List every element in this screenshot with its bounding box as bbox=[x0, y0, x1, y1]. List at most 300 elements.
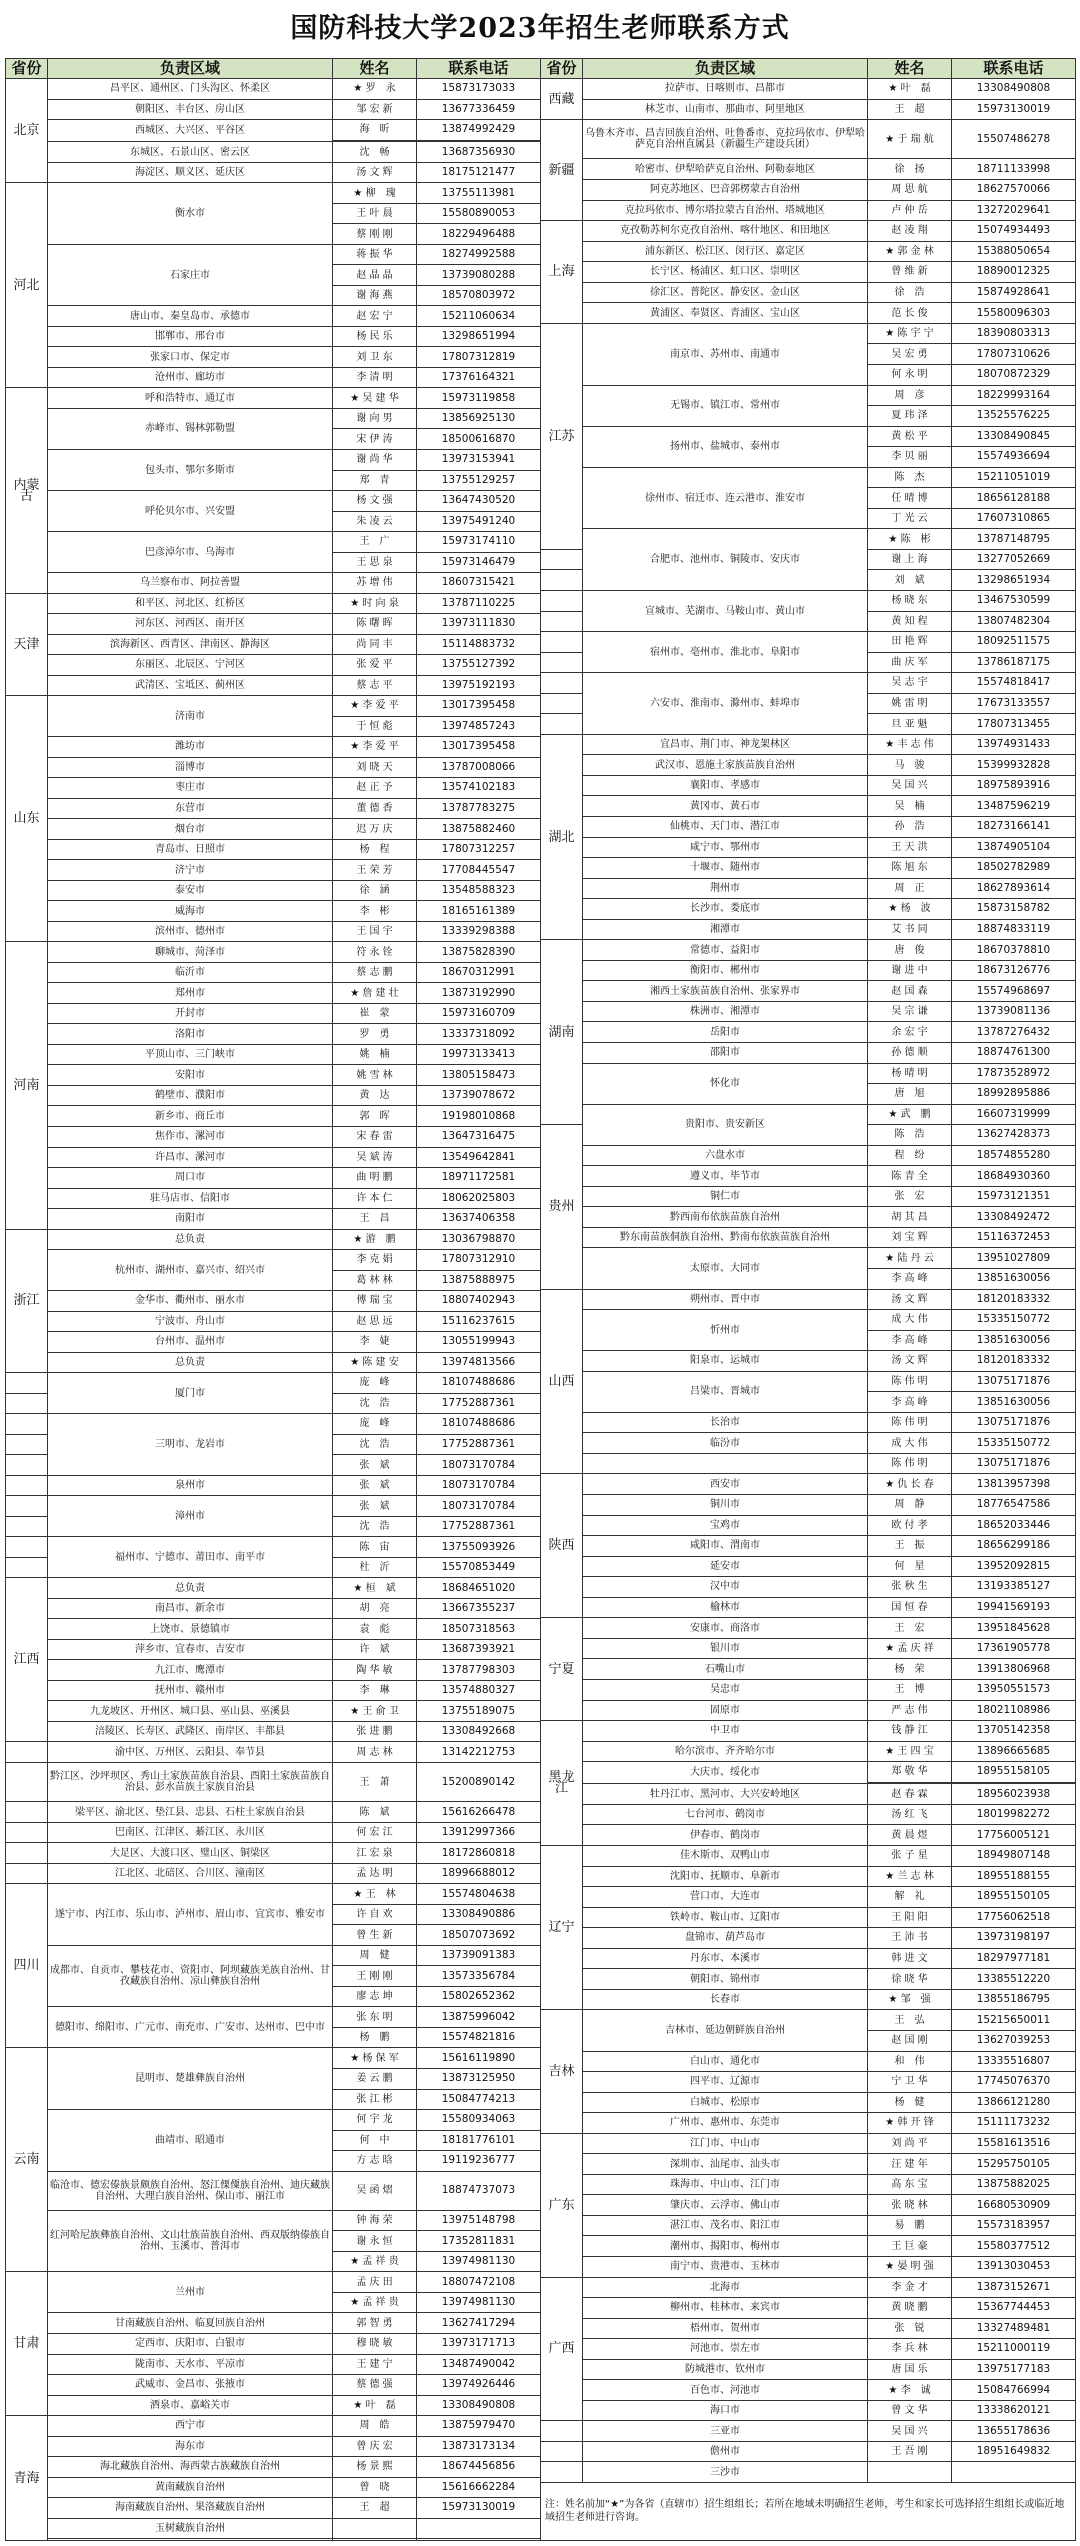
teacher-name: 葛 林 林 bbox=[333, 1270, 417, 1291]
table-row bbox=[6, 2498, 541, 2519]
table-row bbox=[541, 1907, 1076, 1928]
province-cell bbox=[6, 1863, 48, 1884]
table-row bbox=[541, 1638, 1076, 1659]
table-row bbox=[6, 2477, 541, 2498]
region-cell: 南宁市、贵港市、玉林市 bbox=[583, 2256, 868, 2277]
table-row bbox=[6, 614, 541, 635]
phone-number: 17376164321 bbox=[417, 367, 541, 388]
table-row bbox=[541, 755, 1076, 776]
region-cell: 兰州市 bbox=[48, 2272, 333, 2313]
phone-number: 18073170784 bbox=[417, 1455, 541, 1476]
teacher-name: 李 金 才 bbox=[868, 2277, 952, 2298]
table-row bbox=[6, 1373, 541, 1394]
region-cell: 十堰市、随州市 bbox=[583, 858, 868, 879]
phone-number: 13308490808 bbox=[417, 2395, 541, 2416]
region-cell: 东营市 bbox=[48, 798, 333, 819]
region-cell: 咸宁市、鄂州市 bbox=[583, 837, 868, 858]
table-row bbox=[6, 1619, 541, 1640]
phone-number: 13873173134 bbox=[417, 2436, 541, 2457]
teacher-name: 宁 卫 华 bbox=[868, 2072, 952, 2093]
region-cell: 赤峰市、锡林郭勒盟 bbox=[48, 408, 333, 449]
region-cell: 武清区、宝坻区、蓟州区 bbox=[48, 675, 333, 696]
table-row bbox=[6, 839, 541, 860]
teacher-name: 赵 宏 宁 bbox=[333, 306, 417, 327]
phone-number: 13787008066 bbox=[417, 757, 541, 778]
table-row bbox=[541, 426, 1076, 447]
teacher-name: 陈 斌 bbox=[333, 1802, 417, 1823]
region-cell: 和平区、河北区、红桥区 bbox=[48, 593, 333, 614]
region-cell: 总负责 bbox=[48, 1578, 333, 1599]
table-row bbox=[541, 1227, 1076, 1248]
province-cell: 上海 bbox=[541, 221, 583, 324]
province-cell bbox=[6, 1742, 48, 1763]
teacher-name: 张 斌 bbox=[333, 1496, 417, 1517]
teacher-name: 王 建 宁 bbox=[333, 2354, 417, 2375]
region-cell: 洛阳市 bbox=[48, 1024, 333, 1045]
phone-number: 13647430520 bbox=[417, 491, 541, 512]
teacher-name: 姚 楠 bbox=[333, 1044, 417, 1065]
region-cell: 六安市、淮南市、滁州市、蚌埠市 bbox=[583, 673, 868, 735]
phone-number: 13142212753 bbox=[417, 1742, 541, 1763]
region-cell: 海淀区、顺义区、延庆区 bbox=[48, 162, 333, 183]
phone-number: 13973198197 bbox=[952, 1928, 1076, 1949]
phone-number: 18273166141 bbox=[952, 816, 1076, 837]
province-cell: 云南 bbox=[6, 2048, 48, 2272]
region-cell: 玉树藏族自治州 bbox=[48, 2518, 333, 2539]
province-cell bbox=[6, 1496, 48, 1517]
region-cell: 西城区、大兴区、平谷区 bbox=[48, 120, 333, 142]
header-name: 姓名 bbox=[333, 59, 417, 79]
teacher-name: 曲 明 鹏 bbox=[333, 1168, 417, 1189]
region-cell: 固原市 bbox=[583, 1700, 868, 1721]
region-cell: 呼和浩特市、通辽市 bbox=[48, 388, 333, 409]
region-cell: 德阳市、绵阳市、广元市、南充市、广安市、达州市、巴中市 bbox=[48, 2007, 333, 2048]
region-cell: 东丽区、北辰区、宁河区 bbox=[48, 655, 333, 676]
phone-number: 17752887361 bbox=[417, 1516, 541, 1537]
header-province: 省份 bbox=[6, 59, 48, 79]
province-cell: 浙江 bbox=[6, 1229, 48, 1373]
region-cell: 黄浦区、奉贤区、青浦区、宝山区 bbox=[583, 303, 868, 324]
teacher-name: 刘 晓 天 bbox=[333, 757, 417, 778]
region-cell: 巴南区、江津区、綦江区、永川区 bbox=[48, 1822, 333, 1843]
table-row bbox=[541, 673, 1076, 694]
teacher-name: 王 昌 bbox=[333, 1209, 417, 1230]
province-cell bbox=[6, 1455, 48, 1476]
region-cell: 泉州市 bbox=[48, 1475, 333, 1496]
table-row bbox=[541, 1145, 1076, 1166]
teacher-name: 韩 进 文 bbox=[868, 1948, 952, 1969]
phone-number: 17756062518 bbox=[952, 1907, 1076, 1928]
region-cell: 淄博市 bbox=[48, 757, 333, 778]
table-row bbox=[6, 1945, 541, 1966]
teacher-name: ★ 时 向 泉 bbox=[333, 593, 417, 614]
province-cell: 青海 bbox=[6, 2416, 48, 2541]
teacher-name: 赵 思 远 bbox=[333, 1311, 417, 1332]
region-cell: 宣城市、芜湖市、马鞍山市、黄山市 bbox=[583, 590, 868, 631]
teacher-name: ★ 罗 永 bbox=[333, 79, 417, 100]
region-cell: 南阳市 bbox=[48, 1209, 333, 1230]
phone-number: 18951649832 bbox=[952, 2441, 1076, 2462]
region-cell: 武威市、金昌市、张掖市 bbox=[48, 2375, 333, 2396]
teacher-name: 吴 宗 谦 bbox=[868, 1001, 952, 1022]
phone-number: 13339298388 bbox=[417, 921, 541, 942]
region-cell: 三明市、龙岩市 bbox=[48, 1414, 333, 1476]
table-row bbox=[541, 1515, 1076, 1536]
province-cell: 山东 bbox=[6, 696, 48, 942]
region-cell: 河东区、河西区、南开区 bbox=[48, 614, 333, 635]
phone-number: 13951845628 bbox=[952, 1618, 1076, 1639]
teacher-name: 何 永 明 bbox=[868, 364, 952, 385]
table-row bbox=[6, 347, 541, 368]
teacher-name: 曾 维 新 bbox=[868, 262, 952, 283]
phone-number: 15973119858 bbox=[417, 388, 541, 409]
region-cell: 青岛市、日照市 bbox=[48, 839, 333, 860]
region-cell: 无锡市、镇江市、常州市 bbox=[583, 385, 868, 426]
teacher-name: 欧 付 孝 bbox=[868, 1515, 952, 1536]
teacher-name: ★ 叶 磊 bbox=[333, 2395, 417, 2416]
table-row bbox=[6, 120, 541, 141]
table-row bbox=[541, 816, 1076, 837]
phone-number: 13549642841 bbox=[417, 1147, 541, 1168]
region-cell: 南京市、苏州市、南通市 bbox=[583, 323, 868, 385]
teacher-name: 夏 玮 泽 bbox=[868, 406, 952, 427]
region-cell: 酒泉市、嘉峪关市 bbox=[48, 2395, 333, 2416]
region-cell: 张家口市、保定市 bbox=[48, 347, 333, 368]
table-row bbox=[6, 326, 541, 347]
phone-number: 18955158105 bbox=[952, 1762, 1076, 1783]
region-cell: 吴忠市 bbox=[583, 1679, 868, 1700]
teacher-name: ★ 李 爱 平 bbox=[333, 737, 417, 758]
phone-number: 16607319999 bbox=[952, 1104, 1076, 1125]
table-row bbox=[541, 2462, 1076, 2483]
region-cell: 合肥市、池州市、铜陵市、安庆市 bbox=[583, 529, 868, 591]
phone-number: 18807472108 bbox=[417, 2272, 541, 2293]
teacher-name: 董 德 香 bbox=[333, 798, 417, 819]
table-row bbox=[6, 2375, 541, 2396]
phone-number: 18992895886 bbox=[952, 1084, 1076, 1105]
teacher-name: ★ 丰 志 伟 bbox=[868, 734, 952, 755]
teacher-name: 陈 青 全 bbox=[868, 1166, 952, 1187]
region-cell: 台州市、温州市 bbox=[48, 1332, 333, 1353]
province-cell bbox=[541, 611, 583, 632]
region-cell: 周口市 bbox=[48, 1168, 333, 1189]
province-cell bbox=[6, 1822, 48, 1843]
region-cell: 乌鲁木齐市、昌吉回族自治州、吐鲁番市、克拉玛依市、伊犁哈萨克自治州直属县（新疆生产建设兵团） bbox=[583, 120, 868, 159]
page-title: 国防科技大学2023年招生老师联系方式 bbox=[290, 13, 790, 44]
phone-number: 17352811831 bbox=[417, 2231, 541, 2252]
phone-number: 18627570066 bbox=[952, 180, 1076, 201]
phone-number: 15570853449 bbox=[417, 1557, 541, 1578]
table-row bbox=[541, 1741, 1076, 1762]
phone-number: 18107488686 bbox=[417, 1414, 541, 1435]
table-row bbox=[6, 737, 541, 758]
table-row bbox=[6, 1762, 541, 1801]
phone-number: 18181776101 bbox=[417, 2130, 541, 2151]
region-cell: 东城区、石景山区、密云区 bbox=[48, 142, 333, 163]
province-cell bbox=[541, 2421, 583, 2442]
phone-number: 13807482304 bbox=[952, 611, 1076, 632]
phone-number: 13851630056 bbox=[952, 1269, 1076, 1290]
teacher-name: 廖 志 坤 bbox=[333, 1986, 417, 2007]
region-cell: 梁平区、渝北区、垫江县、忠县、石柱土家族自治县 bbox=[48, 1802, 333, 1823]
region-cell: 哈尔滨市、齐齐哈尔市 bbox=[583, 1741, 868, 1762]
table-row bbox=[6, 778, 541, 799]
teacher-name: 赵 正 予 bbox=[333, 778, 417, 799]
region-cell: 潍坊市 bbox=[48, 737, 333, 758]
phone-number: 17607310865 bbox=[952, 508, 1076, 529]
table-row bbox=[6, 1311, 541, 1332]
phone-number: 13017395458 bbox=[417, 696, 541, 717]
table-row bbox=[6, 983, 541, 1004]
phone-number: 13075171876 bbox=[952, 1371, 1076, 1392]
teacher-name: 陈 伟 明 bbox=[868, 1371, 952, 1392]
province-cell: 新疆 bbox=[541, 120, 583, 221]
table-row bbox=[6, 2457, 541, 2478]
region-cell: 邵阳市 bbox=[583, 1043, 868, 1064]
phone-number: 13873192990 bbox=[417, 983, 541, 1004]
teacher-name: ★ 于 瑞 航 bbox=[868, 120, 952, 159]
region-cell: 沈阳市、抚顺市、阜新市 bbox=[583, 1866, 868, 1887]
phone-number bbox=[417, 2518, 541, 2539]
teacher-name: 王 博 bbox=[868, 1679, 952, 1700]
teacher-name: ★ 杨 保 军 bbox=[333, 2048, 417, 2069]
phone-number: 13755093926 bbox=[417, 1537, 541, 1558]
teacher-name: 赵 凌 翔 bbox=[868, 221, 952, 242]
province-cell: 江西 bbox=[6, 1578, 48, 1742]
phone-number: 18670378810 bbox=[952, 940, 1076, 961]
phone-number: 15973130019 bbox=[417, 2498, 541, 2519]
region-cell: 遵义市、毕节市 bbox=[583, 1166, 868, 1187]
phone-number: 13950551573 bbox=[952, 1679, 1076, 1700]
teacher-name: ★ 李 诚 bbox=[868, 2380, 952, 2401]
table-row bbox=[6, 1414, 541, 1435]
teacher-name: 丁 光 云 bbox=[868, 508, 952, 529]
teacher-name: 海 昕 bbox=[333, 120, 417, 141]
teacher-name: 穆 晓 敏 bbox=[333, 2333, 417, 2354]
phone-number: 15616662284 bbox=[417, 2477, 541, 2498]
teacher-name: 袁 彪 bbox=[333, 1619, 417, 1640]
phone-number: 15616119890 bbox=[417, 2048, 541, 2069]
phone-number: 15084774213 bbox=[417, 2089, 541, 2110]
teacher-name: 王 思 泉 bbox=[333, 552, 417, 573]
region-cell: 长沙市、娄底市 bbox=[583, 899, 868, 920]
table-row bbox=[6, 1250, 541, 1271]
teacher-name: 吴 宏 勇 bbox=[868, 344, 952, 365]
teacher-name: 成 大 伟 bbox=[868, 1433, 952, 1454]
phone-number: 13975148798 bbox=[417, 2210, 541, 2231]
teacher-name: ★ 郭 金 林 bbox=[868, 241, 952, 262]
phone-number: 13755127392 bbox=[417, 655, 541, 676]
teacher-name: 张 锐 bbox=[868, 2318, 952, 2339]
teacher-name: 蔡 德 强 bbox=[333, 2375, 417, 2396]
region-cell: 盘锦市、葫芦岛市 bbox=[583, 1928, 868, 1949]
table-row bbox=[541, 960, 1076, 981]
table-row bbox=[541, 1043, 1076, 1064]
region-cell: 定西市、庆阳市、白银市 bbox=[48, 2333, 333, 2354]
phone-number: 13973171713 bbox=[417, 2333, 541, 2354]
teacher-name: 黄 晓 鹏 bbox=[868, 2298, 952, 2319]
table-row bbox=[541, 590, 1076, 611]
phone-number: 18165161389 bbox=[417, 901, 541, 922]
teacher-name: ★ 孟 祥 贵 bbox=[333, 2251, 417, 2272]
teacher-name: 王 天 洪 bbox=[868, 837, 952, 858]
phone-number: 18674456856 bbox=[417, 2457, 541, 2478]
region-cell: 黄冈市、黄石市 bbox=[583, 796, 868, 817]
region-cell: 佳木斯市、双鸭山市 bbox=[583, 1846, 868, 1867]
region-cell: 石家庄市 bbox=[48, 244, 333, 306]
phone-number: 13875828390 bbox=[417, 942, 541, 963]
table-row bbox=[541, 1887, 1076, 1908]
teacher-name: ★ 孟 庆 祥 bbox=[868, 1638, 952, 1659]
region-cell: 白城市、松原市 bbox=[583, 2092, 868, 2113]
region-cell: 宿州市、亳州市、淮北市、阜阳市 bbox=[583, 632, 868, 673]
phone-number: 18507073692 bbox=[417, 1925, 541, 1946]
region-cell: 许昌市、漯河市 bbox=[48, 1147, 333, 1168]
phone-number: 18956023938 bbox=[952, 1784, 1076, 1805]
province-cell: 河北 bbox=[6, 183, 48, 388]
teacher-name: 刘 尚 平 bbox=[868, 2133, 952, 2154]
table-row bbox=[541, 734, 1076, 755]
table-row bbox=[6, 2110, 541, 2131]
table-row bbox=[6, 1843, 541, 1864]
region-cell: 荆州市 bbox=[583, 878, 868, 899]
phone-number: 13677336459 bbox=[417, 99, 541, 120]
table-row bbox=[541, 1371, 1076, 1392]
phone-number: 17807310626 bbox=[952, 344, 1076, 365]
teacher-name: 陈 伟 明 bbox=[868, 1412, 952, 1433]
region-cell: 安阳市 bbox=[48, 1065, 333, 1086]
teacher-name: 周 正 bbox=[868, 878, 952, 899]
teacher-name: 陈 浩 bbox=[868, 1125, 952, 1146]
teacher-name: 李 婕 bbox=[333, 1332, 417, 1353]
region-cell: 南昌市、新余市 bbox=[48, 1598, 333, 1619]
teacher-name: 徐 扬 bbox=[868, 159, 952, 180]
phone-number: 13272029641 bbox=[952, 200, 1076, 221]
phone-number: 17673133557 bbox=[952, 693, 1076, 714]
header-name: 姓名 bbox=[868, 59, 952, 79]
header-phone: 联系电话 bbox=[417, 59, 541, 79]
teacher-name: 王 国 宇 bbox=[333, 921, 417, 942]
table-row bbox=[541, 1804, 1076, 1825]
phone-number: 13335516807 bbox=[952, 2051, 1076, 2072]
table-row bbox=[6, 1863, 541, 1884]
phone-number: 17745076370 bbox=[952, 2072, 1076, 2093]
phone-number: 18502782989 bbox=[952, 858, 1076, 879]
phone-number: 13655178636 bbox=[952, 2421, 1076, 2442]
region-cell: 包头市、鄂尔多斯市 bbox=[48, 449, 333, 490]
region-cell: 宁波市、舟山市 bbox=[48, 1311, 333, 1332]
teacher-name: 谢 向 男 bbox=[333, 408, 417, 429]
teacher-name: 卢 仲 岳 bbox=[868, 200, 952, 221]
region-cell: 威海市 bbox=[48, 901, 333, 922]
phone-number: 13755189075 bbox=[417, 1701, 541, 1722]
region-cell: 长春市 bbox=[583, 1989, 868, 2010]
phone-number: 15580096303 bbox=[952, 303, 1076, 324]
phone-number: 13787276432 bbox=[952, 1022, 1076, 1043]
region-cell: 湘西土家族苗族自治州、张家界市 bbox=[583, 981, 868, 1002]
teacher-name: 陈 宙 bbox=[333, 1537, 417, 1558]
region-cell: 湘潭市 bbox=[583, 919, 868, 940]
region-cell: 黄南藏族自治州 bbox=[48, 2477, 333, 2498]
teacher-name: 成 大 伟 bbox=[868, 1310, 952, 1331]
region-cell: 榆林市 bbox=[583, 1597, 868, 1618]
phone-number: 18955150105 bbox=[952, 1887, 1076, 1908]
table-row bbox=[6, 1229, 541, 1250]
phone-number: 13787783275 bbox=[417, 798, 541, 819]
phone-number: 15574968697 bbox=[952, 981, 1076, 1002]
teacher-name: 张 斌 bbox=[333, 1475, 417, 1496]
phone-number: 13525576225 bbox=[952, 406, 1076, 427]
teacher-name: 黄 达 bbox=[333, 1085, 417, 1106]
header-region: 负责区域 bbox=[48, 59, 333, 79]
phone-number: 15973160709 bbox=[417, 1003, 541, 1024]
teacher-name: ★ 武 鹏 bbox=[868, 1104, 952, 1125]
header-region: 负责区域 bbox=[583, 59, 868, 79]
table-row bbox=[541, 2113, 1076, 2134]
region-cell: 防城港市、钦州市 bbox=[583, 2359, 868, 2380]
table-row bbox=[6, 2416, 541, 2437]
region-cell: 岳阳市 bbox=[583, 1022, 868, 1043]
teacher-name: 李 兵 林 bbox=[868, 2339, 952, 2360]
phone-number: 18570803972 bbox=[417, 285, 541, 306]
table-row bbox=[6, 449, 541, 470]
table-row bbox=[541, 2195, 1076, 2216]
table-row bbox=[541, 1846, 1076, 1867]
table-row bbox=[6, 244, 541, 265]
phone-number: 18890012325 bbox=[952, 262, 1076, 283]
phone-number: 18656128188 bbox=[952, 488, 1076, 509]
phone-number: 15973130019 bbox=[952, 99, 1076, 120]
phone-number: 13017395458 bbox=[417, 737, 541, 758]
region-cell: 银川市 bbox=[583, 1638, 868, 1659]
teacher-name: 谢 上 海 bbox=[868, 549, 952, 570]
table-row bbox=[541, 1618, 1076, 1639]
table-row bbox=[541, 1825, 1076, 1846]
phone-number: 13875888975 bbox=[417, 1270, 541, 1291]
phone-number: 13298651934 bbox=[952, 570, 1076, 591]
phone-number: 13739081136 bbox=[952, 1001, 1076, 1022]
phone-number: 13277052669 bbox=[952, 549, 1076, 570]
teacher-name: 何 宇 龙 bbox=[333, 2110, 417, 2131]
phone-number: 13875979470 bbox=[417, 2416, 541, 2437]
table-row bbox=[6, 1024, 541, 1045]
phone-number: 18274992588 bbox=[417, 244, 541, 265]
phone-number: 13913030453 bbox=[952, 2256, 1076, 2277]
header-province: 省份 bbox=[541, 59, 583, 79]
table-row bbox=[6, 79, 541, 100]
phone-number: 15200890142 bbox=[417, 1762, 541, 1801]
region-cell: 阳泉市、运城市 bbox=[583, 1351, 868, 1372]
table-row bbox=[541, 1001, 1076, 1022]
phone-number: 13813957398 bbox=[952, 1474, 1076, 1495]
teacher-name: 徐 浩 bbox=[868, 282, 952, 303]
teacher-name bbox=[333, 2539, 417, 2541]
phone-number: 13385512220 bbox=[952, 1969, 1076, 1990]
region-cell: 福州市、宁德市、莆田市、南平市 bbox=[48, 1537, 333, 1578]
teacher-name: 高 东 宝 bbox=[868, 2174, 952, 2195]
table-row bbox=[541, 241, 1076, 262]
teacher-name: 王 沛 书 bbox=[868, 1928, 952, 1949]
region-cell: 湛江市、茂名市、阳江市 bbox=[583, 2215, 868, 2236]
province-cell bbox=[541, 714, 583, 735]
region-cell: 红河哈尼族彝族自治州、文山壮族苗族自治州、西双版纳傣族自治州、玉溪市、普洱市 bbox=[48, 2210, 333, 2272]
region-cell: 克拉玛依市、博尔塔拉蒙古自治州、塔城地区 bbox=[583, 200, 868, 221]
table-row bbox=[541, 2051, 1076, 2072]
phone-number: 18607315421 bbox=[417, 573, 541, 594]
region-cell: 焦作市、漯河市 bbox=[48, 1127, 333, 1148]
teacher-name: 张 秋 生 bbox=[868, 1577, 952, 1598]
teacher-name: 郭 晖 bbox=[333, 1106, 417, 1127]
